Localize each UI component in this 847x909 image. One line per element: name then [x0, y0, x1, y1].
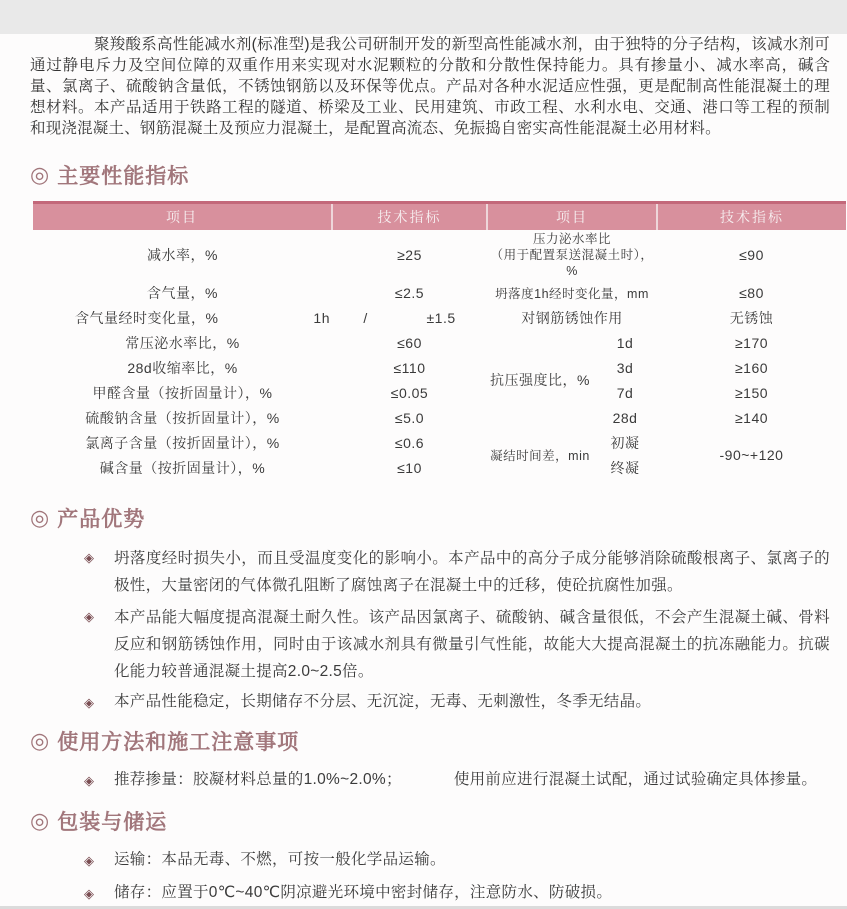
bullseye-icon: ◎: [30, 808, 51, 833]
age-cell: 7d: [616, 384, 634, 401]
col-header-spec-right: 技术指标: [657, 203, 846, 231]
diamond-bullet-icon: ◈: [84, 550, 94, 565]
bullseye-icon: ◎: [30, 162, 51, 187]
value-cell: ≤110: [393, 359, 426, 376]
col-header-item-left: 项目: [33, 203, 332, 231]
item-label: 含气量经时变化量，%: [75, 309, 219, 326]
item-line: 压力泌水率比: [532, 232, 611, 246]
value-cell: -90~+120: [719, 447, 784, 463]
bullet-text: 本产品性能稳定，长期储存不分层、无沉淀，无毒、无刺激性，冬季无结晶。: [114, 693, 652, 710]
section-heading-packaging: [30, 806, 847, 836]
list-item: [84, 848, 830, 872]
bullet-text: [114, 768, 830, 792]
item-cell: 硫酸钠含量（按折固量计），%: [85, 409, 280, 426]
table-row: [33, 430, 846, 455]
col-header-spec-left: 技术指标: [332, 203, 487, 231]
item-group-cell: 凝结时间差，min: [490, 449, 590, 463]
value-cell: 无锈蚀: [729, 309, 774, 326]
value-cell: ≥150: [734, 384, 769, 401]
slash-separator: /: [363, 309, 368, 326]
value-cell: ≤5.0: [394, 409, 425, 426]
section-title-usage: 使用方法和施工注意事项: [57, 731, 300, 754]
value-cell: ≤90: [739, 247, 764, 263]
value-cell: ≤0.05: [390, 384, 429, 401]
intro-paragraph: 聚羧酸系高性能减水剂(标准型)是我公司研制开发的新型高性能减水剂，由于独特的分子结构，该减水剂可通过静电斥力及空间位障的双重作用来实现对水泥颗粒的分散和分散性保持能力。具有掺量小、减水率高，碱含量、氯离子、硫酸钠含量低，不锈蚀钢筋以及环保等优点。产品对各种水泥适应性强，更是配制高性能混凝土的理想材料。本产品适用于铁路工程的隧道、桥梁及工业、民用建筑、市政工程、水利水电、交通、港口等工程的预制和现浇混凝土、钢筋混凝土及预应力混凝土，是配置高流态、免振捣自密实高性能混凝土必用材料。: [30, 36, 830, 137]
value-cell: ≤2.5: [394, 284, 425, 301]
list-item: [84, 768, 830, 792]
section-heading-usage: [30, 726, 847, 756]
diamond-bullet-icon: ◈: [84, 695, 94, 710]
diamond-bullet-icon: ◈: [84, 609, 94, 624]
item-cell: [33, 305, 332, 330]
document-page: [0, 34, 847, 909]
age-cell: 初凝: [610, 434, 640, 451]
trial-mix-note: 使用前应进行混凝土试配，通过试验确定具体掺量。: [453, 771, 818, 788]
diamond-bullet-icon: ◈: [84, 886, 94, 901]
value-cell: ≤80: [739, 284, 764, 301]
usage-list: [84, 768, 830, 792]
bullseye-icon: ◎: [30, 505, 51, 530]
table-row: [33, 405, 846, 430]
value-cell: ≤0.6: [394, 434, 425, 451]
section-title-performance: 主要性能指标: [57, 165, 190, 188]
value-cell: ≤60: [397, 334, 422, 351]
table-row: [33, 330, 846, 355]
item-time-label: 1h: [313, 309, 330, 326]
item-cell: 坍落度1h经时变化量，mm: [495, 286, 649, 301]
value-label: ±1.5: [426, 309, 456, 326]
value-cell: ≤10: [397, 459, 422, 476]
table-header-row: [33, 203, 846, 231]
item-cell: 碱含量（按折固量计），%: [99, 459, 266, 476]
item-cell: 对钢筋锈蚀作用: [521, 309, 623, 326]
section-title-advantages: 产品优势: [57, 508, 146, 531]
item-cell: 甲醛含量（按折固量计），%: [92, 384, 273, 401]
list-item: [84, 604, 830, 685]
bullet-text: 运输：本品无毒、不燃，可按一般化学品运输。: [114, 851, 446, 868]
bullseye-icon: ◎: [30, 728, 51, 753]
value-cell: ≥25: [397, 247, 422, 263]
item-cell: 常压泌水率比，%: [125, 334, 240, 351]
item-cell: 含气量，%: [147, 284, 218, 301]
age-cell: 28d: [612, 409, 638, 426]
item-line: （用于配置泵送混凝土时），%: [490, 248, 654, 278]
table-row: [33, 230, 846, 280]
bullet-text: 本产品能大幅度提高混凝土耐久性。该产品因氯离子、硫酸钠、碱含量很低，不会产生混凝土碱、骨料反应和钢筋锈蚀作用，同时由于该减水剂具有微量引气性能，故能大大提高混凝土的抗冻融能力。抗碳化能力较普通混凝土提高2.0~2.5倍。: [114, 609, 830, 680]
value-cell: ≥160: [734, 359, 769, 376]
table-row: [33, 355, 846, 380]
section-heading-advantages: [30, 503, 847, 533]
packaging-list: [84, 848, 830, 905]
list-item: [84, 881, 830, 905]
section-title-packaging: 包装与储运: [57, 811, 168, 834]
diamond-bullet-icon: ◈: [84, 773, 94, 788]
section-heading-performance: [30, 160, 847, 190]
dosage-recommendation: 推荐掺量：胶凝材料总量的1.0%~2.0%；: [114, 771, 402, 788]
list-item: [84, 690, 830, 714]
table-row: [33, 380, 846, 405]
advantages-list: [84, 545, 830, 714]
bullet-text: 坍落度经时损失小，而且受温度变化的影响小。本产品中的高分子成分能够消除硫酸根离子、氯离子的极性，大量密闭的气体微孔阻断了腐蚀离子在混凝土中的迁移，使砼抗腐性加强。: [114, 550, 830, 594]
value-cell: ≥170: [734, 334, 769, 351]
item-cell: [487, 230, 657, 280]
item-cell: 减水率，%: [147, 247, 218, 263]
age-cell: 终凝: [610, 459, 640, 476]
item-group-cell: 抗压强度比，%: [490, 372, 590, 388]
item-cell: 28d收缩率比，%: [127, 359, 238, 376]
value-cell: [332, 305, 487, 330]
item-cell: 氯离子含量（按折固量计），%: [85, 434, 280, 451]
performance-table: [33, 201, 846, 480]
table-row: [33, 305, 846, 330]
age-cell: 3d: [616, 359, 634, 376]
table-row: [33, 280, 846, 305]
age-cell: 1d: [616, 334, 634, 351]
col-header-item-right: 项目: [487, 203, 657, 231]
list-item: [84, 545, 830, 599]
value-cell: ≥140: [734, 409, 769, 426]
diamond-bullet-icon: ◈: [84, 853, 94, 868]
bullet-text: 储存：应置于0℃~40℃阴凉避光环境中密封储存，注意防水、防破损。: [114, 884, 613, 901]
